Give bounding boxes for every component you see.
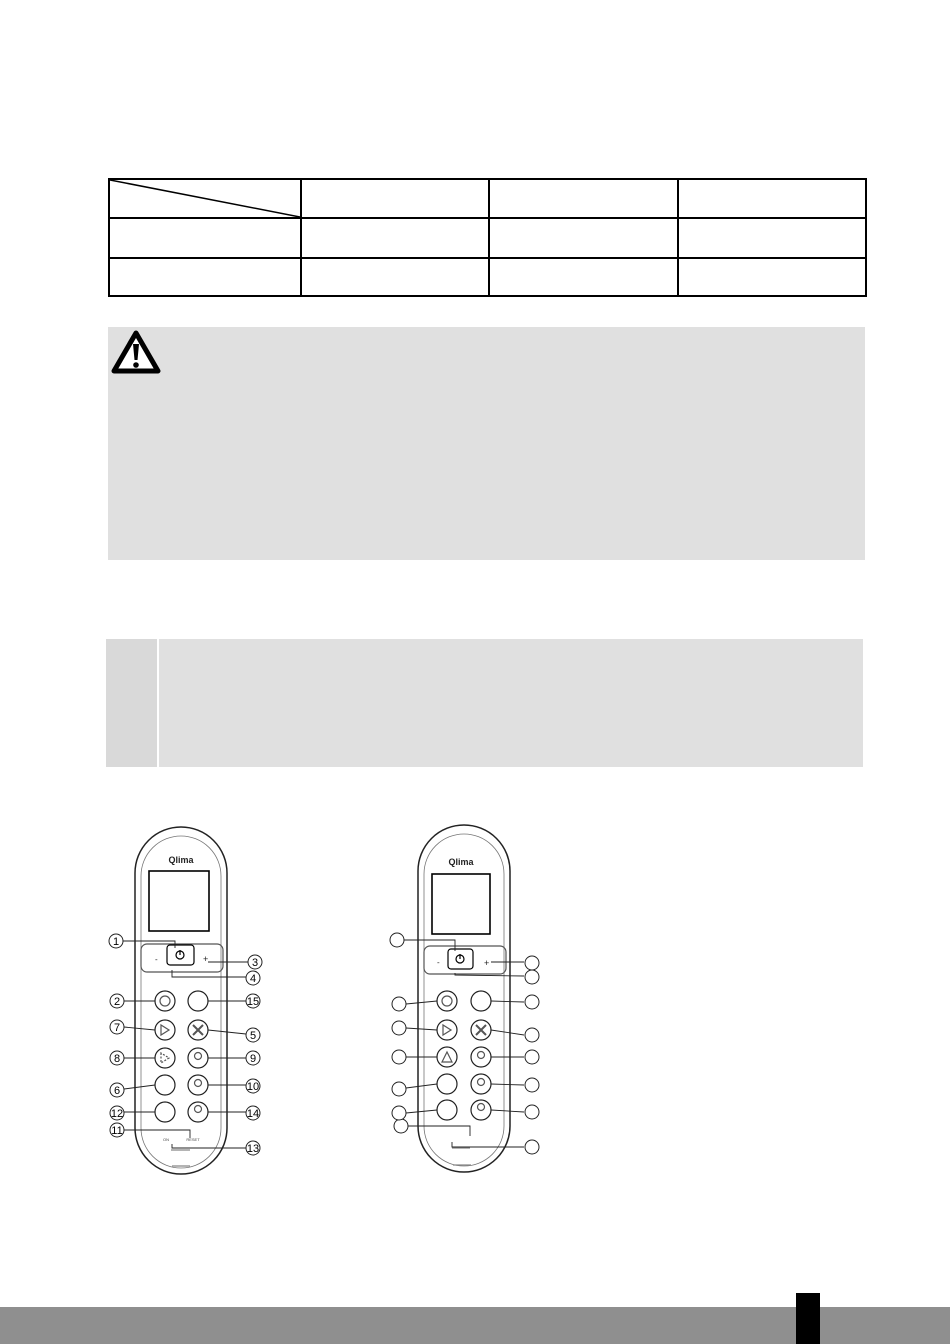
remote-a [135,827,227,1174]
table-cell [678,179,866,218]
table-cell [489,179,678,218]
callout-9: 9 [249,1053,257,1065]
remote-b [418,825,510,1172]
remote-b-callouts [390,933,539,1154]
table-cell [301,179,489,218]
table-cell [109,218,301,258]
remote-a-reset-label: RESET [186,1137,200,1142]
callout-13: 13 [246,1143,260,1155]
callout-circle [392,997,406,1011]
table-header-row [109,179,866,218]
callout-1: 1 [112,936,120,948]
table-cell [301,218,489,258]
callout-circle [392,1021,406,1035]
callout-circle [390,933,404,947]
callout-circle [392,1106,406,1120]
callout-11: 11 [111,1125,123,1137]
callout-circle [525,1105,539,1119]
table-cell [489,218,678,258]
table-row [109,258,866,296]
callout-circle [525,1028,539,1042]
callout-3: 3 [251,957,259,969]
note-icon-column [106,639,159,767]
callout-circle [525,995,539,1009]
table-cell [301,258,489,296]
callout-circle [394,1119,408,1133]
table-cell [678,258,866,296]
table-cell [489,258,678,296]
callout-10: 10 [246,1081,260,1093]
remote-a-minus-label: - [155,955,158,964]
remote-b-plus-label: + [484,958,490,968]
callout-circle [525,1050,539,1064]
remote-a-logo: Qlima [168,855,194,865]
diagonal-header-cell [109,179,301,218]
remote-b-minus-label: - [437,958,440,967]
callout-4: 4 [249,973,257,985]
warning-triangle-icon [110,329,162,375]
table-row [109,218,866,258]
remote-control-illustrations [95,820,575,1190]
callout-12: 12 [110,1108,124,1120]
callout-circle [525,1078,539,1092]
spec-table [108,178,867,297]
table-cell [678,218,866,258]
callout-7: 7 [113,1022,121,1034]
callout-15: 15 [246,996,260,1008]
callout-circle [525,956,539,970]
callout-circle [392,1050,406,1064]
page-number-tab [796,1293,820,1344]
remote-b-logo: Qlima [448,857,474,867]
warning-box [108,327,865,560]
table-cell [109,258,301,296]
callout-circle [525,1140,539,1154]
callout-circle [525,970,539,984]
callout-circle [392,1082,406,1096]
callout-5: 5 [249,1030,257,1042]
callout-14: 14 [246,1108,260,1120]
remote-b-leaders [404,940,524,1147]
remote-a-callouts [109,934,262,1155]
remote-a-on-label: ON [163,1137,169,1142]
remote-a-plus-label: + [203,954,209,964]
callout-2: 2 [113,996,121,1008]
callout-8: 8 [113,1053,121,1065]
note-box [106,639,863,767]
callout-6: 6 [113,1085,121,1097]
